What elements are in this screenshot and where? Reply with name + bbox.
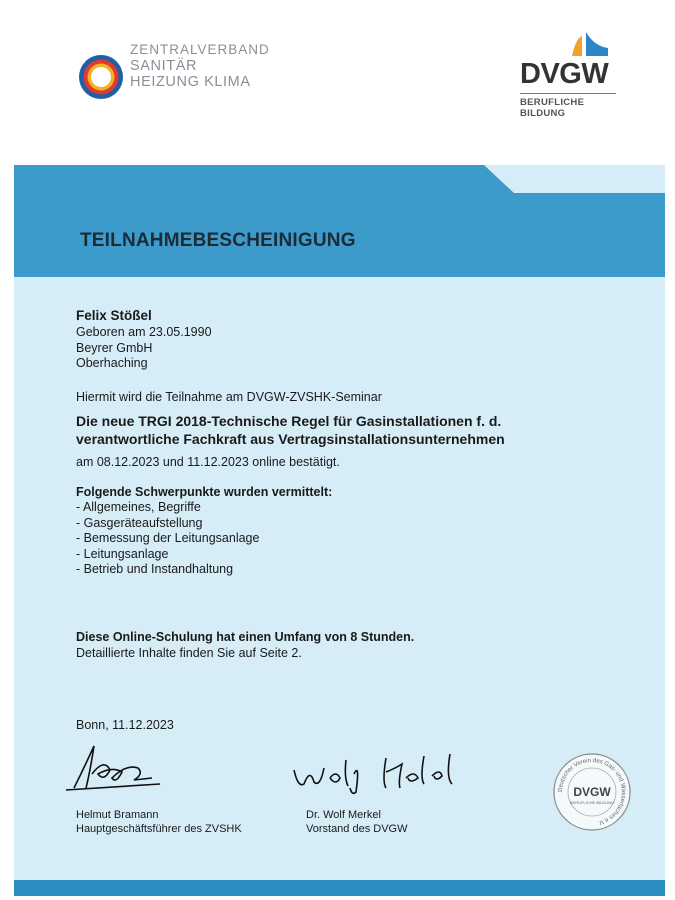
participant-birth: Geboren am 23.05.1990 [76,325,212,339]
participant-name: Felix Stößel [76,308,152,323]
dvgw-name: DVGW [520,58,609,90]
course-title [76,412,505,448]
list-item: - Gasgeräteaufstellung [76,515,203,530]
signature-bramann-icon [64,738,174,798]
participant-company: Beyrer GmbH [76,340,153,355]
signer-name: Helmut Bramann [76,809,159,821]
signer-merkel [306,808,408,836]
course-title-line1: Die neue TRGI 2018-Technische Regel für Gasinstallationen f. d. [76,413,502,429]
date-line: am 08.12.2023 und 11.12.2023 online bestätigt. [76,455,340,469]
list-item: - Bemessung der Leitungsanlage [76,531,260,545]
dvgw-logo [520,28,630,119]
dvgw-subtitle: BERUFLICHE BILDUNG [520,93,616,119]
certificate-title: TEILNAHMEBESCHEINIGUNG [80,230,356,251]
bottom-bar [14,880,665,896]
seal-ring-text: Deutscher Verein des Gas- und Wasserfaches e.V. [557,757,627,826]
signer-role: Hauptgeschäftsführer des ZVSHK [76,823,242,835]
dvgw-seal-icon [552,752,632,832]
details-text: Detaillierte Inhalte finden Sie auf Seite 2. [76,646,302,660]
list-item: - Leitungsanlage [76,546,169,561]
place-date: Bonn, 11.12.2023 [76,718,174,732]
signer-role: Vorstand des DVGW [306,823,408,835]
signer-name: Dr. Wolf Merkel [306,809,381,821]
signer-bramann [76,808,242,836]
seal-sub-text: BERUFLICHE BILDUNG [569,800,615,805]
zvshk-line2: SANITÄR [130,58,198,74]
topics-list [76,500,259,578]
seal-center-text: DVGW [573,785,611,799]
zvshk-logo-text [130,42,270,90]
zvshk-line3: HEIZUNG KLIMA [130,74,251,90]
intro-text: Hiermit wird die Teilnahme am DVGW-ZVSHK-Seminar [76,390,382,404]
dvgw-wave-icon [520,28,620,58]
course-title-line2: verantwortliche Fachkraft aus Vertragsinstallationsunternehmen [76,431,505,447]
scope-text: Diese Online-Schulung hat einen Umfang von 8 Stunden. [76,630,415,644]
topics-heading: Folgende Schwerpunkte wurden vermittelt: [76,485,333,499]
list-item: - Allgemeines, Begriffe [76,500,201,514]
zvshk-line1: ZENTRALVERBAND [130,42,270,57]
signature-merkel-icon [290,748,470,798]
participant-city: Oberhaching [76,356,148,370]
participant-info [76,325,212,372]
zvshk-logo-icon [76,52,126,102]
list-item: - Betrieb und Instandhaltung [76,562,234,576]
